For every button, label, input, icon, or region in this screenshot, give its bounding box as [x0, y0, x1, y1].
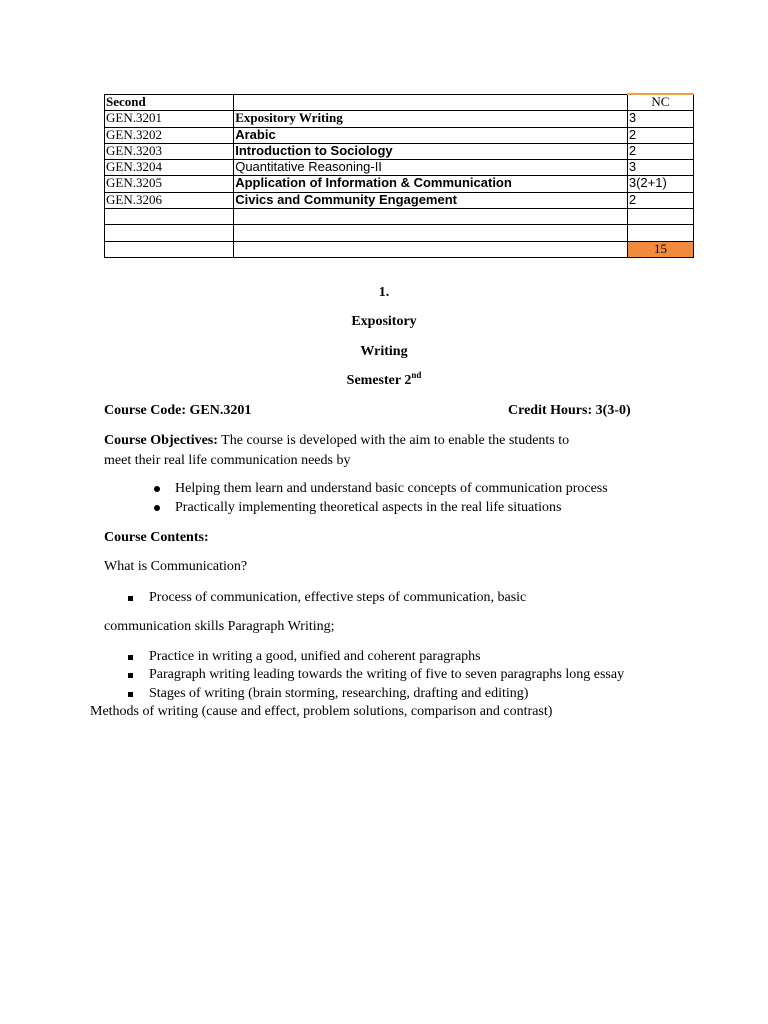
continuation-text: communication skills Paragraph Writing; — [104, 619, 335, 634]
course-code-cell: GEN.3201 — [105, 111, 234, 127]
bullet-dot-icon — [154, 505, 160, 511]
semester-cell: Second — [105, 94, 234, 111]
table-row — [105, 176, 694, 192]
course-code-cell: GEN.3205 — [105, 176, 234, 192]
table-row — [105, 127, 694, 143]
course-code-cell: GEN.3204 — [105, 160, 234, 176]
course-title-cell: Arabic — [234, 127, 628, 143]
credits-cell: 2 — [627, 143, 693, 159]
list-item: Paragraph writing leading towards the writing of five to seven paragraphs long essay — [128, 666, 133, 684]
list-item: Practice in writing a good, unified and coherent paragraphs — [128, 648, 133, 666]
credit-hours: Credit Hours: 3(3-0) — [508, 403, 631, 418]
list-item: Practically implementing theoretical aspects in the real life situations — [154, 499, 160, 517]
what-is-communication: What is Communication? — [104, 559, 248, 574]
bullet-square-icon — [128, 655, 133, 660]
table-row — [105, 111, 694, 127]
objectives-text: The course is developed with the aim to enable the students to — [221, 433, 570, 448]
methods-of-writing: Methods of writing (cause and effect, problem solutions, comparison and contrast) — [90, 704, 553, 719]
course-code-cell: GEN.3202 — [105, 127, 234, 143]
table-header-row — [105, 94, 694, 111]
list-item: Helping them learn and understand basic concepts of communication process — [154, 480, 160, 498]
list-item: Stages of writing (brain storming, researching, drafting and editing) — [128, 685, 133, 703]
semester-label: Semester 2nd — [346, 370, 422, 388]
credits-cell: 2 — [627, 127, 693, 143]
course-title-cell: Civics and Community Engagement — [234, 192, 628, 208]
credits-cell: 2 — [627, 192, 693, 208]
section-number: 1. — [378, 285, 390, 300]
objectives-text-line2: meet their real life communication needs by — [104, 453, 351, 468]
section-title-line1: Expository — [351, 314, 417, 329]
contents-label: Course Contents: — [104, 530, 209, 545]
objectives-label: Course Objectives: — [104, 433, 218, 448]
bullet-square-icon — [128, 692, 133, 697]
course-title-cell: Introduction to Sociology — [234, 143, 628, 159]
course-table — [104, 93, 694, 258]
list-item: Process of communication, effective steps of communication, basic — [128, 589, 133, 607]
bullet-square-icon — [128, 596, 133, 601]
course-title-cell: Expository Writing — [234, 111, 628, 127]
table-row-empty — [105, 209, 694, 225]
table-row-empty — [105, 225, 694, 241]
bullet-dot-icon — [154, 486, 160, 492]
course-code-cell: GEN.3203 — [105, 143, 234, 159]
course-title-cell: Quantitative Reasoning-II — [234, 160, 628, 176]
table-row — [105, 160, 694, 176]
table-row — [105, 143, 694, 159]
course-code: Course Code: GEN.3201 — [104, 403, 252, 418]
table-total-row — [105, 241, 694, 257]
section-title-line2: Writing — [360, 344, 408, 359]
course-title-cell: Application of Information & Communication — [234, 176, 628, 192]
credits-cell: 3 — [627, 160, 693, 176]
credits-cell: 3 — [627, 111, 693, 127]
total-credits-cell: 15 — [627, 241, 693, 257]
nc-header: NC — [627, 94, 693, 111]
bullet-square-icon — [128, 673, 133, 678]
objectives-paragraph — [104, 431, 624, 451]
empty-cell — [234, 94, 628, 111]
credits-cell: 3(2+1) — [627, 176, 693, 192]
table-row — [105, 192, 694, 208]
course-code-cell: GEN.3206 — [105, 192, 234, 208]
